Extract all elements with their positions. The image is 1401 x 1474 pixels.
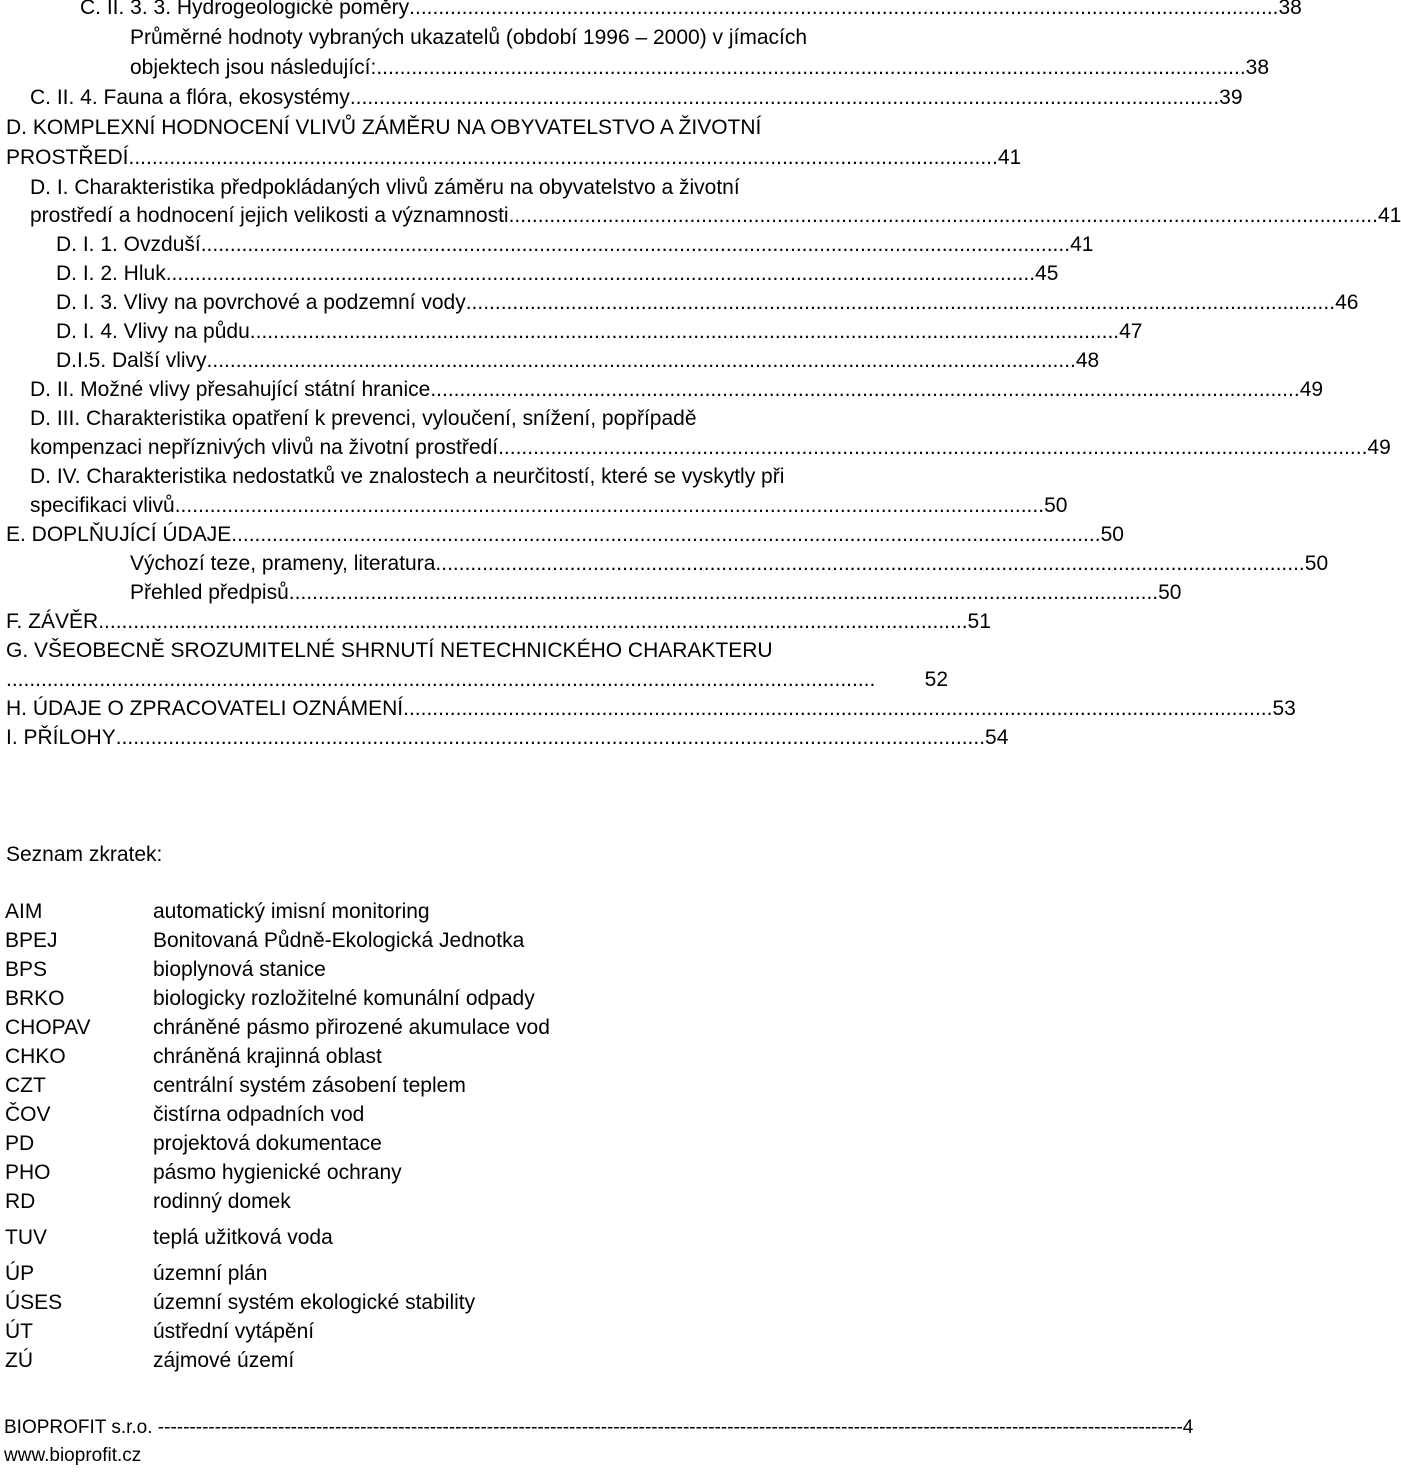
leader-dots: ..................................................................................................................................................... [288,581,1159,604]
toc-entry[interactable]: D. IV. Charakteristika nedostatků ve znalostech a neurčitostí, které se vyskytly při [30,465,785,488]
abbreviation-row: RD rodinný domek [5,1190,291,1213]
toc-entry[interactable]: D. I. 2. Hluk ..................................................................................................................................................... 45 [56,259,948,289]
abbreviation-row: CHKO chráněná krajinná oblast [5,1045,382,1068]
leader-dots: ..................................................................................................................................................... [376,56,1246,79]
footer-website[interactable]: www.bioprofit.cz [4,1445,142,1466]
footer-dash-line: ------------------------------------------------------------------------------------------------------------------------------------------------------------------ [152,1417,1183,1438]
abbreviation-row: CHOPAV chráněné pásmo přirozené akumulace vod [5,1016,550,1039]
abbreviation-row: BRKO biologicky rozložitelné komunální odpady [5,987,535,1010]
abbreviation-row: TUV teplá užitková voda [5,1226,333,1249]
abbreviation-row: ÚT ústřední vytápění [5,1320,315,1343]
abbreviation-row: ÚSES územní systém ekologické stability [5,1291,476,1314]
leader-dots: ..................................................................................................................................................... [435,552,1305,575]
leader-dots: ..................................................................................................................................................... [465,291,1336,314]
toc-entry[interactable]: Přehled předpisů ..................................................................................................................................................... 50 [130,578,948,608]
leader-dots: ..................................................................................................................................................... [174,494,1045,517]
toc-entry[interactable]: specifikaci vlivů ..................................................................................................................................................... 50 [30,491,948,521]
abbreviation-row: PD projektová dokumentace [5,1132,382,1155]
leader-dots: ..................................................................................................................................................... [498,436,1368,459]
footer-company: BIOPROFIT s.r.o. [4,1417,153,1438]
leader-dots: ..................................................................................................................................................... [249,320,1120,343]
footer-page-number: 4 [1182,1417,1194,1438]
toc-entry[interactable]: C. II. 3. 3. Hydrogeologické poměry ..................................................................................................................................................... 38 [80,0,948,23]
toc-entry[interactable]: C. II. 4. Fauna a flóra, ekosystémy ..................................................................................................................................................... 39 [30,83,948,113]
leader-dots: ..................................................................................................................................................... [206,349,1076,372]
leader-dots: ..................................................................................................................................................... [128,146,998,169]
leader-dots: ..................................................................................................................................................... [98,610,968,633]
abbreviation-row: PHO pásmo hygienické ochrany [5,1161,402,1184]
abbreviation-row: AIM automatický imisní monitoring [5,900,430,923]
leader-dots: ..................................................................................................................................................... [6,668,876,691]
toc-entry[interactable]: D. I. 4. Vlivy na půdu ..................................................................................................................................................... 47 [56,317,948,347]
leader-dots: ..................................................................................................................................................... [508,204,1378,227]
toc-entry[interactable]: prostředí a hodnocení jejich velikosti a významnosti ..................................................................................................................................................... 41 [30,201,948,231]
abbreviation-row: ZÚ zájmové území [5,1349,295,1372]
toc-entry[interactable]: F. ZÁVĚR ..................................................................................................................................................... 51 [6,607,948,637]
abbreviation-row: ÚP územní plán [5,1262,268,1285]
toc-entry[interactable]: PROSTŘEDÍ ..................................................................................................................................................... 41 [6,143,948,173]
toc-entry[interactable]: D. III. Charakteristika opatření k prevenci, vyloučení, snížení, popřípadě [30,407,697,430]
toc-entry[interactable]: kompenzaci nepříznivých vlivů na životní prostředí ..................................................................................................................................................... 49 [30,433,948,463]
toc-entry[interactable]: Výchozí teze, prameny, literatura ..................................................................................................................................................... 50 [130,549,948,579]
abbreviation-row: CZT centrální systém zásobení teplem [5,1074,466,1097]
leader-dots: ..................................................................................................................................................... [200,233,1071,256]
toc-entry[interactable]: G. VŠEOBECNĚ SROZUMITELNÉ SHRNUTÍ NETECHNICKÉHO CHARAKTERU [6,639,773,662]
toc-entry[interactable]: D. KOMPLEXNÍ HODNOCENÍ VLIVŮ ZÁMĚRU NA OBYVATELSTVO A ŽIVOTNÍ [6,116,762,139]
toc-entry[interactable]: I. PŘÍLOHY ..................................................................................................................................................... 54 [6,723,948,753]
toc-entry[interactable]: D.I.5. Další vlivy ..................................................................................................................................................... 48 [56,346,948,376]
leader-dots: ..................................................................................................................................................... [430,378,1300,401]
toc-entry[interactable]: E. DOPLŇUJÍCÍ ÚDAJE ..................................................................................................................................................... 50 [6,520,948,550]
abbreviation-row: ČOV čistírna odpadních vod [5,1103,365,1126]
toc-entry[interactable]: Průměrné hodnoty vybraných ukazatelů (období 1996 – 2000) v jímacích [130,26,808,49]
toc-entry[interactable]: D. I. 3. Vlivy na povrchové a podzemní vody ..................................................................................................................................................... 46 [56,288,948,318]
toc-entry[interactable]: H. ÚDAJE O ZPRACOVATELI OZNÁMENÍ ..................................................................................................................................................... 53 [6,694,948,724]
leader-dots: ..................................................................................................................................................... [165,262,1036,285]
toc-entry[interactable]: ..................................................................................................................................................... 52 [6,665,948,695]
abbreviation-row: BPS bioplynová stanice [5,958,326,981]
abbreviations-heading: Seznam zkratek: [6,843,163,866]
toc-entry[interactable]: D. I. Charakteristika předpokládaných vlivů záměru na obyvatelstvo a životní [30,176,740,199]
leader-dots: ..................................................................................................................................................... [115,726,986,749]
leader-dots: ..................................................................................................................................................... [349,86,1220,109]
toc-entry[interactable]: D. II. Možné vlivy přesahující státní hranice ..................................................................................................................................................... 49 [30,375,948,405]
abbreviation-row: BPEJ Bonitovaná Půdně-Ekologická Jednotka [5,929,525,952]
toc-entry[interactable]: objektech jsou následující: ..................................................................................................................................................... 38 [130,53,948,83]
toc-entry[interactable]: D. I. 1. Ovzduší ..................................................................................................................................................... 41 [56,230,948,260]
leader-dots: ..................................................................................................................................................... [403,697,1273,720]
leader-dots: ..................................................................................................................................................... [231,523,1101,546]
leader-dots: ..................................................................................................................................................... [409,0,1279,19]
page-footer [4,1416,1194,1440]
